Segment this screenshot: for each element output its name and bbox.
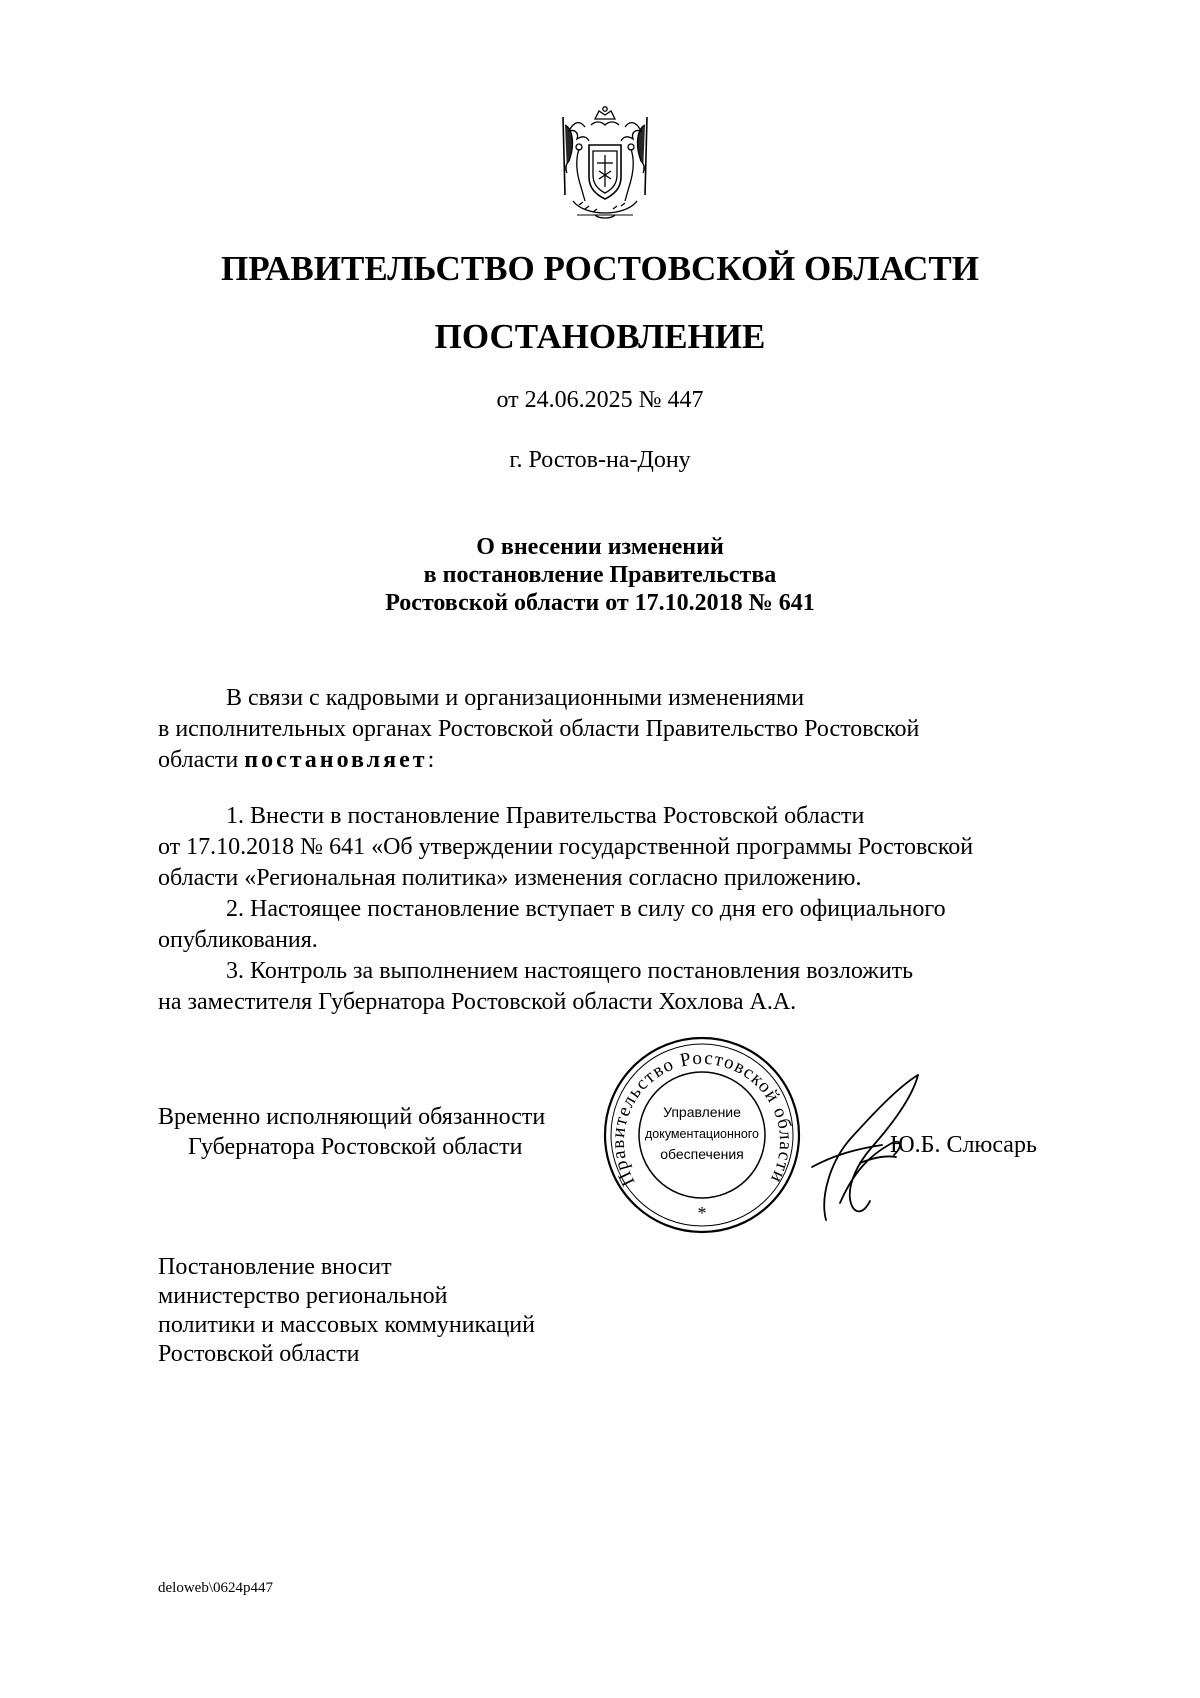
word: настоящего: [524, 958, 642, 984]
signer-name: Ю.Б. Слюсарь: [890, 1132, 1037, 1158]
note-line: Ростовской области: [158, 1341, 360, 1367]
date-prefix: от: [496, 387, 519, 413]
organization-title: ПРАВИТЕЛЬСТВО РОСТОВСКОЙ ОБЛАСТИ: [221, 249, 979, 288]
note-line: министерство региональной: [158, 1283, 448, 1309]
word: дня: [719, 896, 756, 922]
word: постановление: [367, 896, 520, 922]
document-subject: [0, 533, 1200, 617]
note-line: политики и массовых коммуникаций: [158, 1312, 535, 1338]
item-2-first-line: [158, 894, 1054, 925]
subject-line: О внесении изменений: [476, 534, 724, 560]
word: возложить: [806, 958, 914, 984]
resolution-verb: постановляет: [244, 747, 428, 773]
signer-position-line: Временно исполняющий обязанности: [158, 1104, 546, 1130]
text: :: [427, 747, 435, 773]
subject-line: в постановление Правительства: [423, 562, 777, 588]
seal-ring-text: Правительство Ростовской области: [607, 1047, 797, 1190]
word: его: [761, 896, 794, 922]
document-number: 447: [667, 387, 704, 413]
word: 1. Внести: [226, 803, 325, 829]
word: области: [784, 803, 865, 829]
word: выполнением: [379, 958, 519, 984]
preamble-line: [158, 745, 1054, 776]
word: и: [445, 685, 459, 711]
word: в: [620, 896, 632, 922]
word: В: [226, 685, 243, 711]
preamble-paragraph: [158, 683, 1054, 776]
item-1-line: от 17.10.2018 № 641 «Об утверждении государственной программы Ростовской: [158, 834, 974, 860]
number-sign: №: [638, 387, 662, 413]
word: Правительства: [505, 803, 657, 829]
seal-center-line: обеспечения: [660, 1146, 744, 1162]
signer-position: [158, 1102, 578, 1162]
word: Ростовской: [662, 803, 779, 829]
seal-star: *: [697, 1203, 707, 1223]
item-3-line: на заместителя Губернатора Ростовской области Хохлова А.А.: [158, 989, 797, 1015]
word: кадровыми: [325, 685, 440, 711]
word: с: [309, 685, 320, 711]
submitting-body-note: [158, 1253, 658, 1369]
word: вступает: [525, 896, 615, 922]
word: 2. Настоящее: [226, 896, 362, 922]
word: 3. Контроль: [226, 958, 348, 984]
seal-center-line: документационного: [644, 1127, 760, 1141]
item-1-first-line: [158, 801, 1054, 832]
preamble-line: в исполнительных органах Ростовской области Правительство Ростовской: [158, 716, 920, 742]
document-code: deloweb\0624p447: [158, 1580, 273, 1596]
document-city: г. Ростов-на-Дону: [509, 447, 691, 473]
item-1-line: области «Региональная политика» изменения согласно приложению.: [158, 865, 862, 891]
word: изменениями: [668, 685, 805, 711]
seal-center-line: Управление: [663, 1104, 741, 1120]
word: силу: [637, 896, 686, 922]
note-line: Постановление вносит: [158, 1254, 392, 1280]
word: со: [691, 896, 714, 922]
subject-line: Ростовской области от 17.10.2018 № 641: [385, 590, 815, 616]
resolution-items: [158, 801, 1054, 1018]
word: официального: [799, 896, 946, 922]
word: постановления: [647, 958, 801, 984]
signer-position-line: Губернатора Ростовской области: [188, 1134, 523, 1160]
word: в: [330, 803, 342, 829]
official-seal-icon: [597, 1035, 807, 1235]
preamble-line: [158, 683, 1054, 714]
word: связи: [248, 685, 304, 711]
word: за: [353, 958, 374, 984]
item-3-first-line: [158, 956, 1054, 987]
text: области: [158, 747, 245, 773]
coat-of-arms-icon: [555, 105, 655, 225]
document-type: ПОСТАНОВЛЕНИЕ: [434, 317, 766, 356]
item-2-line: опубликования.: [158, 927, 318, 953]
word: постановление: [347, 803, 500, 829]
document-date-number: [0, 383, 1200, 417]
word: организационными: [464, 685, 663, 711]
document-date: 24.06.2025: [524, 387, 633, 413]
